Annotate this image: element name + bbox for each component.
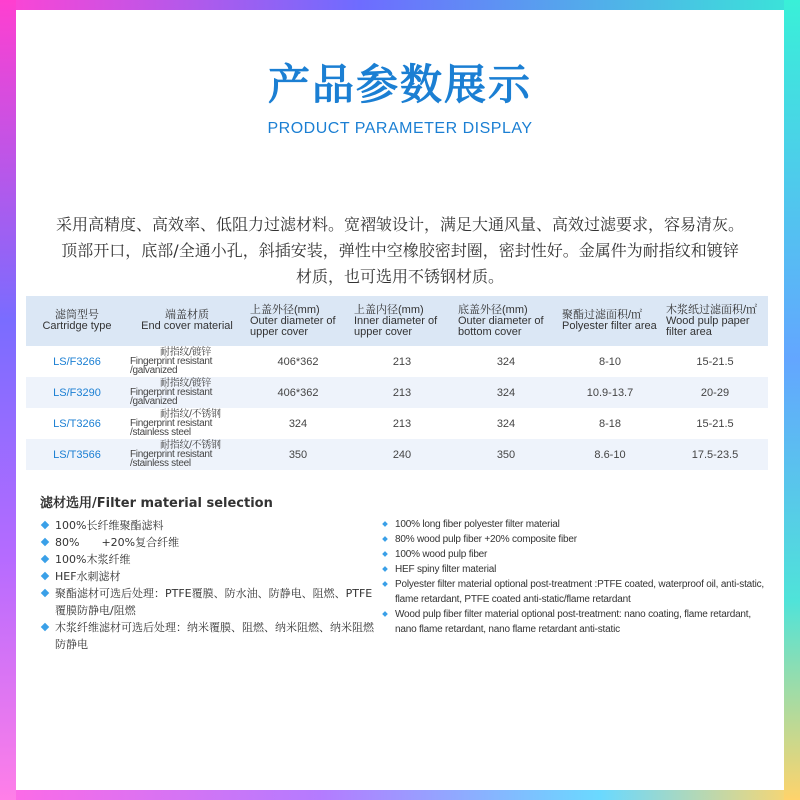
cell-upper-outer: 406*362 (246, 377, 350, 408)
page-title: 产品参数展示 (267, 60, 532, 109)
list-item: 100% long fiber polyester filter material (380, 517, 768, 532)
cell-end-cover: 耐指纹/不锈钢 Fingerprint resistant /stainless steel (128, 439, 246, 470)
table-row (26, 377, 768, 408)
table-row (26, 346, 768, 377)
list-item: 木浆纤维滤材可选后处理：纳米覆膜、阻燃、纳米阻燃、纳米阻燃防静电 (40, 619, 380, 653)
cell-polyester: 8-10 (598, 355, 622, 368)
cell-upper-inner: 240 (350, 439, 454, 470)
table-row (26, 408, 768, 439)
cell-upper-inner: 213 (392, 417, 412, 430)
list-item: 80% +20%复合纤维 (40, 534, 380, 551)
parameter-table (26, 296, 768, 470)
cell-model: LS/T3566 (26, 439, 128, 470)
cell-bottom-outer: 324 (496, 355, 516, 368)
list-item: 80% wood pulp fiber +20% composite fiber (380, 532, 768, 547)
cell-end-cover: 耐指纹/镀锌 Fingerprint resistant /galvanized (130, 347, 213, 376)
page-subtitle: PRODUCT PARAMETER DISPLAY (267, 120, 533, 137)
header-cartridge-type: 滤筒型号 Cartridge type (26, 296, 128, 346)
cell-model: LS/F3266 (53, 355, 101, 368)
cell-upper-inner: 213 (350, 377, 454, 408)
list-item: Wood pulp fiber filter material optional post-treatment: nano coating, flame retardant, nano flame retardant, nano flame retardant anti-static (380, 607, 768, 637)
header-polyester-area: 聚酯过滤面积/㎡ Polyester filter area (558, 296, 662, 346)
header-wood-pulp-area: 木浆纸过滤面积/㎡ Wood pulp paper filter area (662, 296, 768, 346)
list-item: 100% wood pulp fiber (380, 547, 768, 562)
cell-wood: 15-21.5 (696, 355, 734, 368)
cell-bottom-outer: 324 (454, 377, 558, 408)
cell-model: LS/F3290 (26, 377, 128, 408)
list-item: HEF水刺滤材 (40, 568, 380, 585)
list-item: 100%长纤维聚酯滤料 (40, 517, 380, 534)
cell-wood: 17.5-23.5 (662, 439, 768, 470)
cell-polyester: 8.6-10 (558, 439, 662, 470)
cell-bottom-outer: 324 (496, 417, 516, 430)
cell-upper-outer: 324 (288, 417, 308, 430)
cell-model: LS/T3266 (53, 417, 101, 430)
filter-list-cn (40, 517, 380, 653)
cell-upper-inner: 213 (392, 355, 412, 368)
list-item: HEF spiny filter material (380, 562, 768, 577)
table-row (26, 439, 768, 470)
filter-selection-title: 滤材选用/Filter material selection (40, 496, 273, 511)
cell-end-cover: 耐指纹/不锈钢 Fingerprint resistant /stainless steel (130, 409, 221, 438)
header-upper-outer-diameter: 上盖外径(mm) Outer diameter of upper cover (246, 296, 350, 346)
header-bottom-outer-diameter: 底盖外径(mm) Outer diameter of bottom cover (454, 296, 558, 346)
product-intro: 采用高精度、高效率、低阻力过滤材料。宽褶皱设计，满足大通风量、高效过滤要求，容易清灰。顶部开口，底部/全通小孔，斜插安装，弹性中空橡胶密封圈，密封性好。金属件为耐指纹和镀锌材质，也可选用不锈钢材质。 (56, 215, 745, 286)
header-end-cover-material: 端盖材质 End cover material (128, 296, 246, 346)
cell-polyester: 10.9-13.7 (558, 377, 662, 408)
filter-list-en (380, 517, 768, 637)
gradient-frame-top (0, 0, 800, 10)
cell-wood: 20-29 (662, 377, 768, 408)
list-item: 聚酯滤材可选后处理：PTFE覆膜、防水油、防静电、阻燃、PTFE覆膜防静电/阻燃 (40, 585, 380, 619)
table-header-row (26, 296, 768, 346)
cell-wood: 15-21.5 (696, 417, 734, 430)
header-upper-inner-diameter: 上盖内径(mm) Inner diameter of upper cover (350, 296, 454, 346)
cell-bottom-outer: 350 (454, 439, 558, 470)
list-item: 100%木浆纤维 (40, 551, 380, 568)
cell-end-cover: 耐指纹/镀锌 Fingerprint resistant /galvanized (128, 377, 246, 408)
cell-upper-outer: 350 (246, 439, 350, 470)
gradient-frame-bottom (0, 790, 800, 800)
cell-upper-outer: 406*362 (277, 355, 319, 368)
cell-polyester: 8-18 (598, 417, 622, 430)
list-item: Polyester filter material optional post-treatment :PTFE coated, waterproof oil, anti-static, flame retardant, PTFE coated anti-static/flame retardant (380, 577, 768, 607)
